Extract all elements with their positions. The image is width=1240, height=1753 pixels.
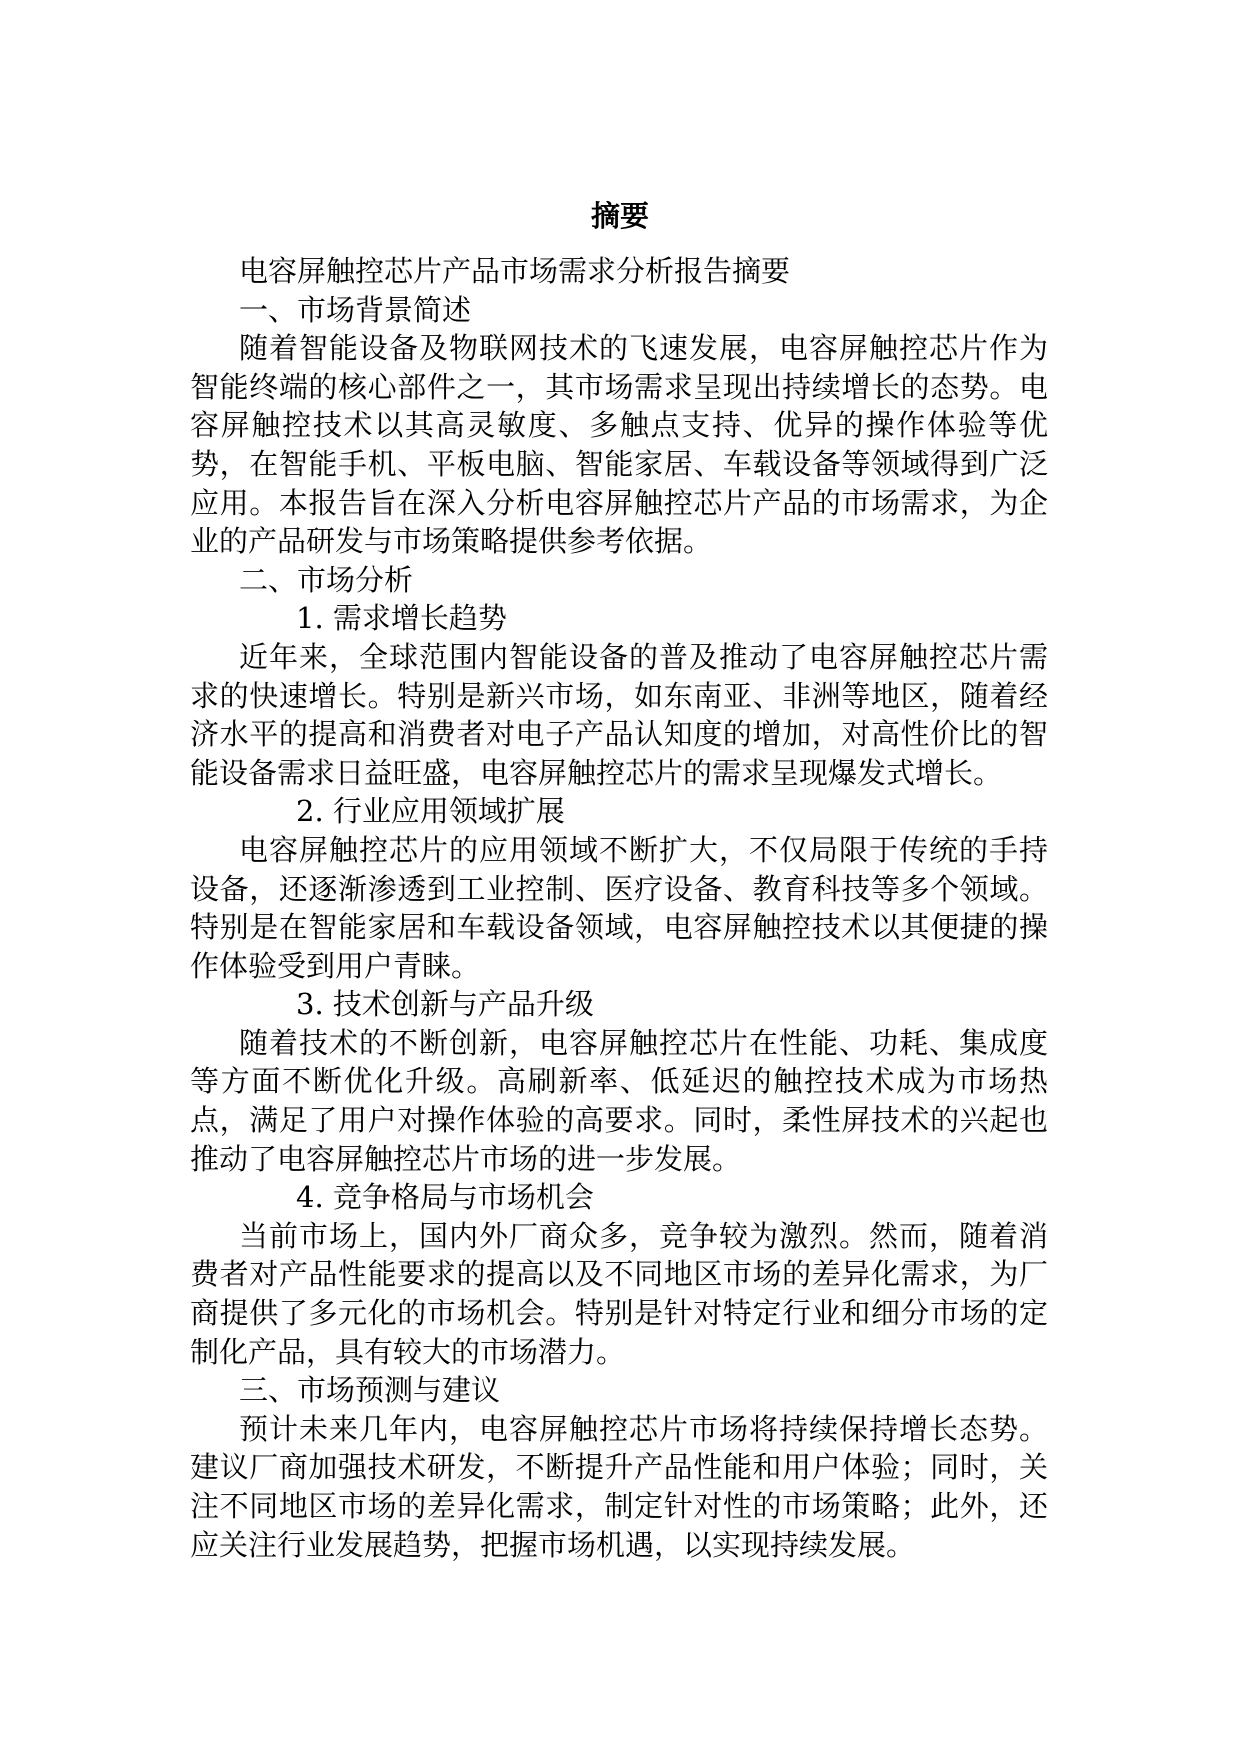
subheading-application-fields: 2. 行业应用领域扩展: [296, 794, 565, 829]
paragraph-tech-innovation: 随着技术的不断创新，电容屏触控芯片在性能、功耗、集成度等方面不断优化升级。高刷新率、低延迟的触控技术成为市场热点，满足了用户对操作体验的高要求。同时，柔性屏技术的兴起也推动了电容屏触控芯片市场的进一步发展。: [190, 1025, 1048, 1176]
report-title: 电容屏触控芯片产品市场需求分析报告摘要: [239, 254, 791, 288]
paragraph-competition: 当前市场上，国内外厂商众多，竞争较为激烈。然而，随着消费者对产品性能要求的提高以及不同地区市场的差异化需求，为厂商提供了多元化的市场机会。特别是针对特定行业和细分市场的定制化产品，具有较大的市场潜力。: [190, 1218, 1048, 1369]
section-heading-background: 一、市场背景简述: [239, 292, 472, 327]
section-heading-analysis: 二、市场分析: [239, 562, 414, 597]
paragraph-forecast: 预计未来几年内，电容屏触控芯片市场将持续保持增长态势。建议厂商加强技术研发，不断提升产品性能和用户体验；同时，关注不同地区市场的差异化需求，制定针对性的市场策略；此外，还应关注行业发展趋势，把握市场机遇，以实现持续发展。: [190, 1411, 1048, 1562]
document-body: [190, 252, 1048, 1564]
section-heading-forecast: 三、市场预测与建议: [239, 1373, 501, 1408]
page-title: 摘要: [590, 199, 649, 233]
subheading-tech-innovation: 3. 技术创新与产品升级: [296, 987, 594, 1022]
paragraph-background: 随着智能设备及物联网技术的飞速发展，电容屏触控芯片作为智能终端的核心部件之一，其市场需求呈现出持续增长的态势。电容屏触控技术以其高灵敏度、多触点支持、优异的操作体验等优势，在智能手机、平板电脑、智能家居、车载设备等领域得到广泛应用。本报告旨在深入分析电容屏触控芯片产品的市场需求，为企业的产品研发与市场策略提供参考依据。: [190, 331, 1048, 559]
paragraph-application-fields: 电容屏触控芯片的应用领域不断扩大，不仅局限于传统的手持设备，还逐渐渗透到工业控制、医疗设备、教育科技等多个领域。特别是在智能家居和车载设备领域，电容屏触控技术以其便捷的操作体验受到用户青睐。: [190, 832, 1048, 983]
subheading-competition: 4. 竞争格局与市场机会: [296, 1180, 594, 1215]
subheading-demand-growth: 1. 需求增长趋势: [296, 601, 507, 636]
paragraph-demand-growth: 近年来，全球范围内智能设备的普及推动了电容屏触控芯片需求的快速增长。特别是新兴市场，如东南亚、非洲等地区，随着经济水平的提高和消费者对电子产品认知度的增加，对高性价比的智能设备需求日益旺盛，电容屏触控芯片的需求呈现爆发式增长。: [190, 639, 1048, 790]
